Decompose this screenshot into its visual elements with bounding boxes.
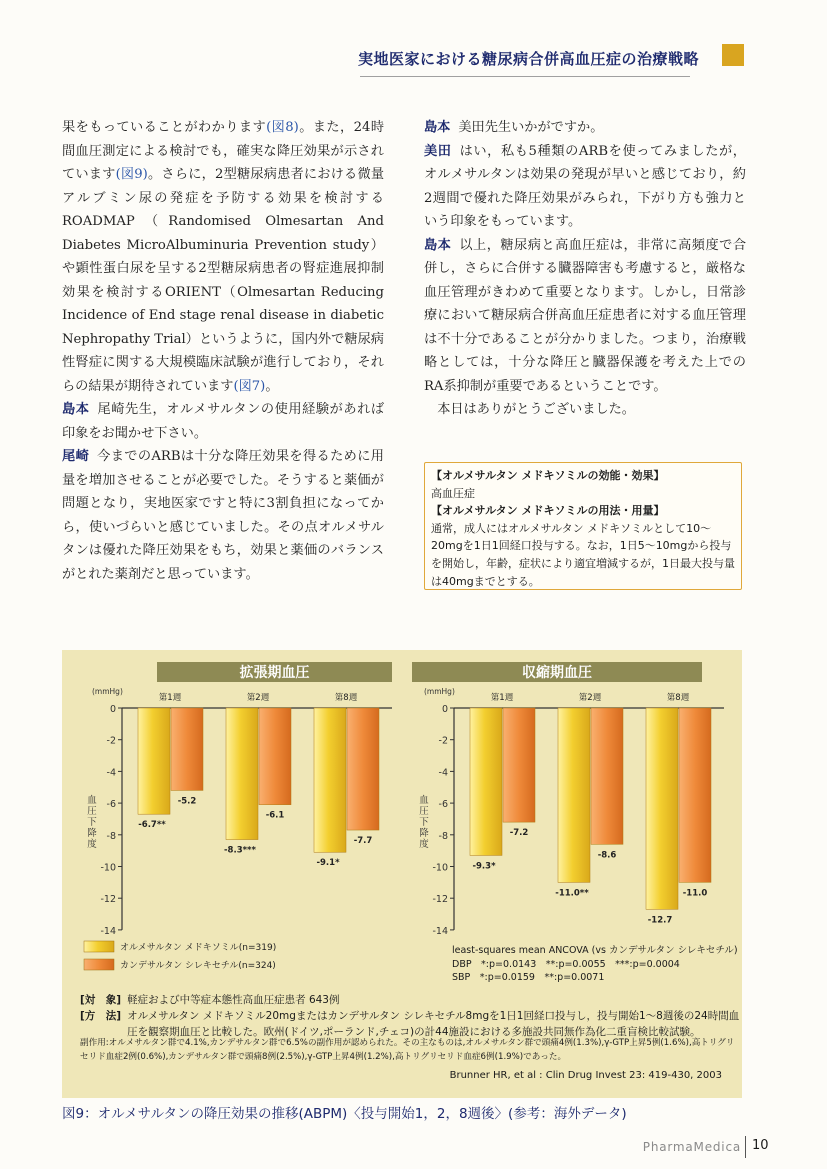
bar-candesartan bbox=[503, 708, 535, 822]
data-label: -7.2 bbox=[509, 828, 529, 839]
category-label: 第2週 bbox=[246, 693, 270, 703]
speaker-name: 島本 bbox=[424, 237, 452, 253]
category-label: 第1週 bbox=[490, 693, 514, 703]
legend-label: オルメサルタン メドキソミル(n=319) bbox=[120, 943, 277, 953]
data-label: -5.2 bbox=[177, 796, 197, 807]
y-axis-unit: (mmHg) bbox=[92, 687, 123, 696]
indication-heading: 【オルメサルタン メドキソミルの効能・効果】 bbox=[431, 469, 665, 482]
stats-method: least-squares mean ANCOVA (vs カンデサルタン シレキセチル) bbox=[452, 945, 738, 956]
footer-divider bbox=[745, 1136, 746, 1158]
bar-olmesartan bbox=[314, 708, 346, 852]
legend-label: カンデサルタン シレキセチル(n=324) bbox=[120, 961, 276, 971]
data-label: -6.1 bbox=[265, 810, 285, 821]
figure-caption: 図9：オルメサルタンの降圧効果の推移(ABPM)〈投与開始1，2，8週後〉(参考：海外データ) bbox=[62, 1106, 627, 1122]
speaker-name: 美田 bbox=[424, 143, 452, 159]
y-tick-label: -10 bbox=[432, 862, 448, 874]
article-left-column bbox=[62, 116, 384, 586]
figure-ref-7: (図7) bbox=[233, 378, 266, 394]
citation: Brunner HR, et al : Clin Drug Invest 23: 419-430, 2003 bbox=[449, 1070, 722, 1081]
speaker-name: 尾崎 bbox=[62, 449, 90, 464]
dosage-heading: 【オルメサルタン メドキソミルの用法・用量】 bbox=[431, 504, 665, 518]
y-axis-label-char: 度 bbox=[419, 839, 429, 850]
data-label: -9.1* bbox=[316, 858, 340, 869]
dialogue-mita: 美田 はい，私も5種類のARBを使ってみましたが，オルメサルタンは効果の発現が早いと感じており，約2週間で優れた降圧効果がみられ，下がり方も強力という印象をもっています。 bbox=[424, 143, 746, 229]
drug-info-box bbox=[424, 462, 742, 590]
category-label: 第1週 bbox=[158, 693, 182, 703]
side-effects-note: 副作用:オルメサルタン群で4.1%,カンデサルタン群で6.5%の副作用が認められた。その主なものは,オルメサルタン群で頭痛4例(1.3%),γ-GTP上昇5例(1.6%),高トリグリセリド血症2例(0.6%),カンデサルタン群で頭痛8例(2.5%),γ-GTP上昇4例(1.2%),高トリグリセリド血症6例(1.9%)であった。 bbox=[80, 1038, 735, 1062]
y-axis-label-char: 下 bbox=[419, 817, 429, 828]
dialogue-shimamoto-2: 島本 美田先生いかがですか。 bbox=[424, 120, 604, 135]
running-header-title: 実地医家における糖尿病合併高血圧症の治療戦略 bbox=[357, 50, 699, 68]
dialogue-shimamoto-3: 島本 以上，糖尿病と高血圧症は，非常に高頻度で合併し，さらに合併する臓器障害も考慮すると，厳格な血圧管理がきわめて重要となります。しかし，日常診療において糖尿病合併高血圧症患者に対する血圧管理は不十分であることが分かりました。つまり，治療戦略としては，十分な降圧と臓器保護を考えた上でのRA系抑制が重要であるということです。 bbox=[424, 237, 747, 394]
y-tick-label: -4 bbox=[438, 767, 448, 779]
y-tick-label: -12 bbox=[432, 894, 448, 906]
bar-olmesartan bbox=[558, 708, 590, 882]
stats-dbp: DBP *:p=0.0143 **:p=0.0055 ***:p=0.0004 bbox=[452, 958, 680, 970]
y-tick-label: 0 bbox=[109, 704, 116, 715]
data-label: -8.3*** bbox=[224, 845, 256, 856]
bar-candesartan bbox=[347, 708, 379, 830]
y-axis-label-char: 降 bbox=[87, 828, 97, 839]
y-tick-label: -12 bbox=[100, 894, 116, 906]
dosage-text: 通常，成人にはオルメサルタン メドキソミルとして10～20mgを1日1回経口投与する。なお，1日5～10mgから投与を開始し，年齢，症状により適宜増減するが，1日最大投与量は40mgまでとする。 bbox=[431, 521, 735, 588]
bar-candesartan bbox=[171, 708, 203, 790]
y-tick-label: -6 bbox=[438, 799, 448, 811]
data-label: -11.0 bbox=[682, 888, 708, 899]
y-axis-label-char: 圧 bbox=[419, 806, 429, 817]
header-accent-square bbox=[722, 44, 744, 66]
statistics-notes bbox=[452, 944, 738, 985]
legend-swatch-candesartan bbox=[84, 959, 114, 970]
data-label: -6.7** bbox=[138, 820, 166, 831]
indication-text: 高血圧症 bbox=[431, 486, 475, 500]
y-tick-label: -10 bbox=[100, 862, 116, 874]
category-label: 第2週 bbox=[578, 693, 602, 703]
y-tick-label: -14 bbox=[100, 925, 116, 937]
chart-title: 収縮期血圧 bbox=[522, 665, 592, 681]
bar-candesartan bbox=[259, 708, 291, 805]
data-label: -11.0** bbox=[555, 888, 589, 899]
y-tick-label: -14 bbox=[432, 925, 448, 937]
y-axis-label-char: 降 bbox=[419, 828, 429, 839]
y-axis-label-char: 度 bbox=[87, 839, 97, 850]
dialogue-ozaki: 尾崎 今までのARBは十分な降圧効果を得るために用量を増加させることが必要でした。そうすると薬価が問題となり，実地医家ですと特に3割負担になってから，使いづらいと感じていました。その点オルメサルタンは優れた降圧効果をもち，効果と薬価のバランスがとれた薬剤だと思っています。 bbox=[62, 449, 384, 582]
speaker-name: 島本 bbox=[62, 402, 90, 417]
y-axis-unit: (mmHg) bbox=[424, 687, 455, 696]
y-tick-label: -2 bbox=[106, 735, 116, 747]
article-right-column bbox=[424, 116, 746, 422]
study-subjects: [対 象] 軽症および中等症本態性高血圧症患者 643例 bbox=[80, 994, 340, 1006]
study-method: [方 法] オルメサルタン メドキソミル20mgまたはカンデサルタン シレキセチル8mgを1日1回経口投与し，投与開始1～8週後の24時間血圧を観察期血圧と比較した。欧州(ドイツ,ポーランド,チェコ)の計44施設における多施設共同無作為化二重盲検比較試験。 bbox=[80, 1010, 740, 1038]
bar-olmesartan bbox=[226, 708, 258, 840]
category-label: 第8週 bbox=[666, 693, 690, 703]
y-tick-label: -8 bbox=[438, 830, 448, 842]
data-label: -7.7 bbox=[353, 836, 373, 847]
study-design bbox=[80, 992, 740, 1040]
y-tick-label: -8 bbox=[106, 830, 116, 842]
legend-swatch-olmesartan bbox=[84, 941, 114, 952]
figure-9-panel bbox=[62, 650, 742, 1098]
dialogue-shimamoto-1: 島本 尾崎先生，オルメサルタンの使用経験があれば印象をお聞かせ下さい。 bbox=[62, 402, 385, 441]
bar-olmesartan bbox=[138, 708, 170, 814]
data-label: -9.3* bbox=[472, 861, 496, 872]
bar-candesartan bbox=[679, 708, 711, 882]
paragraph-intro: 果をもっていることがわかります(図8)。また，24時間血圧測定による検討でも，確実な降圧効果が示されています(図9)。さらに，2型糖尿病患者における微量アルブミン尿の発症を予防する効果を検討するROADMAP（Randomised Olmesartan And Diabetes MicroAlbuminuria Prevention study）や顕性蛋白尿を呈する2型糖尿病患者の腎症進展抑制効果を検討するORIENT（Olmesartan Reducing Incidence of End stage renal disease in diabetic Nephropathy Trial）というように，国内外で糖尿病性腎症に関する大規模臨床試験が進行しており，それらの結果が期待されています(図7)。 bbox=[62, 120, 385, 394]
y-axis-label-char: 血 bbox=[419, 795, 429, 806]
y-axis-label-char: 下 bbox=[87, 817, 97, 828]
category-label: 第8週 bbox=[334, 693, 358, 703]
y-tick-label: 0 bbox=[441, 704, 448, 715]
chart-title: 拡張期血圧 bbox=[239, 665, 310, 681]
data-label: -12.7 bbox=[647, 915, 673, 926]
header-rule bbox=[360, 76, 690, 77]
stats-sbp: SBP *:p=0.0159 **:p=0.0071 bbox=[452, 972, 605, 983]
bar-olmesartan bbox=[646, 708, 678, 909]
page-number: 10 bbox=[752, 1138, 769, 1153]
y-tick-label: -4 bbox=[106, 767, 116, 779]
data-label: -8.6 bbox=[597, 850, 617, 861]
y-axis-label-char: 血 bbox=[87, 795, 97, 806]
y-tick-label: -2 bbox=[438, 735, 448, 747]
footer-magazine-name: PharmaMedica bbox=[642, 1140, 741, 1154]
closing-remark: 本日はありがとうございました。 bbox=[437, 402, 635, 417]
y-axis-label-char: 圧 bbox=[87, 806, 97, 817]
speaker-name: 島本 bbox=[424, 120, 451, 135]
figure-ref-8: (図8) bbox=[266, 120, 299, 135]
bar-olmesartan bbox=[470, 708, 502, 855]
figure-ref-9: (図9) bbox=[115, 167, 148, 182]
y-tick-label: -6 bbox=[106, 799, 116, 811]
bar-candesartan bbox=[591, 708, 623, 844]
